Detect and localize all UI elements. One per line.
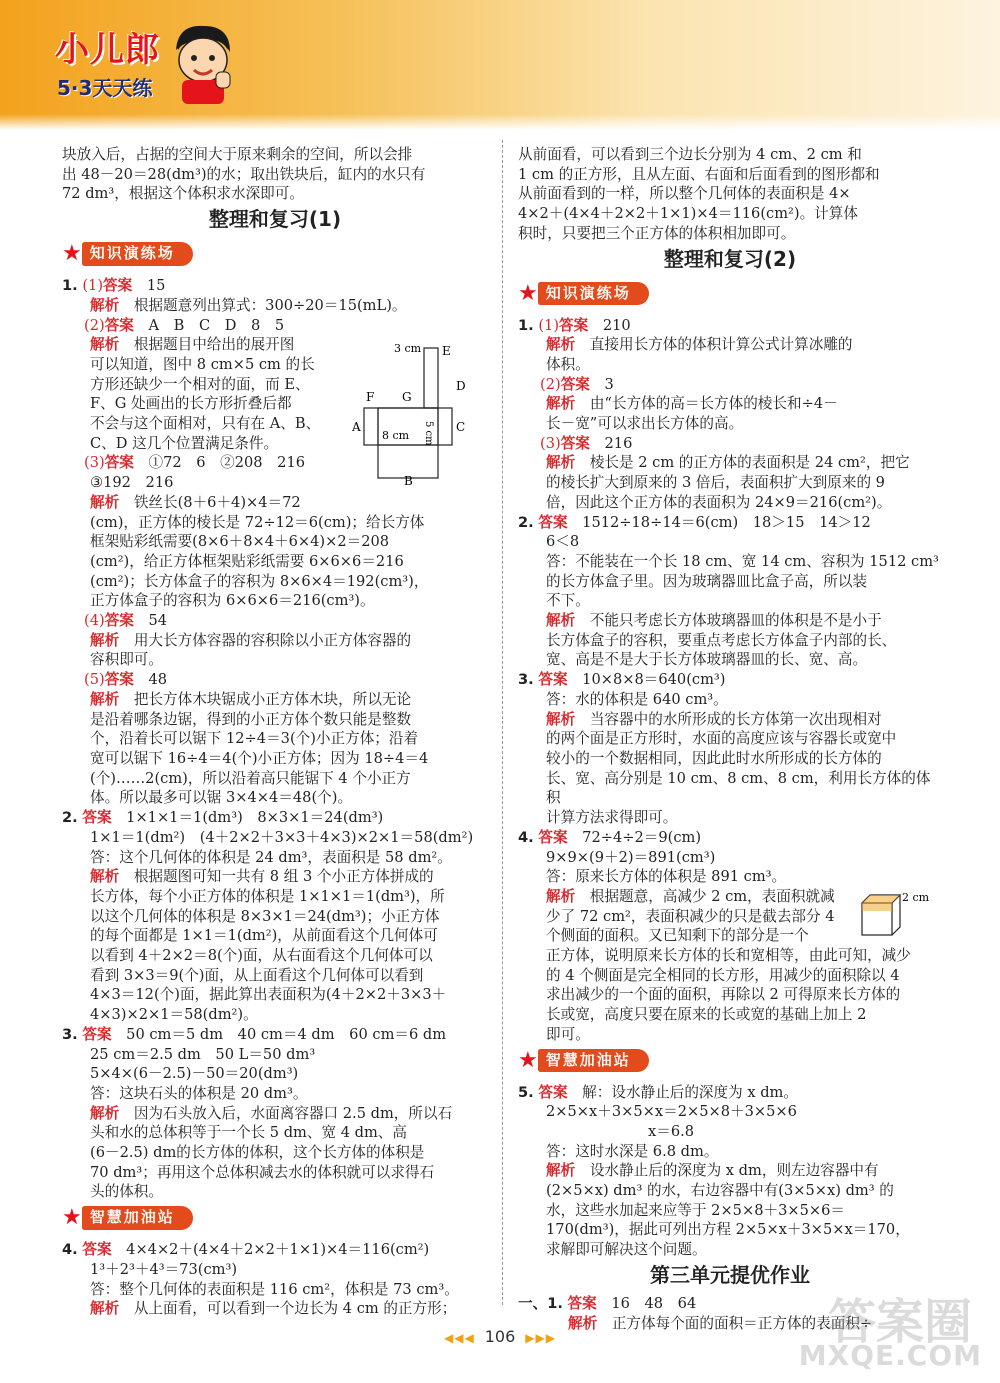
- answer-line: [518, 316, 942, 336]
- analysis-line: 体。所以最多可以锯 3×4×4＝48(个)。: [90, 789, 353, 807]
- analysis-tag: 解析: [546, 336, 576, 354]
- banner-label: 智慧加油站: [82, 1206, 193, 1230]
- answer-line: 5×4×(6－2.5)－50＝20(dm³): [90, 1065, 299, 1083]
- answer-tag: 答案: [82, 1241, 112, 1259]
- analysis-tag: 解析: [546, 454, 576, 472]
- analysis-tag: 解析: [90, 336, 120, 354]
- answer-tag: 答案: [538, 1083, 568, 1101]
- section-banner: [62, 1206, 193, 1232]
- analysis-line: 方形还缺少一个相对的面，而 E、: [90, 375, 310, 393]
- analysis-tag: 解析: [90, 1300, 120, 1318]
- answer-tag: 答案: [559, 316, 589, 334]
- page-number-text: 106: [484, 1327, 516, 1346]
- answer-line: 答：不能装在一个长 18 cm、宽 14 cm、容积为 1512 cm³: [546, 552, 939, 570]
- analysis-line: 正方体，说明原来长方体的长和宽相等，由此可知，减少: [546, 947, 911, 965]
- analysis-line: 体积。: [546, 355, 590, 373]
- left-arrows-icon: ◀◀◀: [444, 1331, 475, 1345]
- answer-text: 解：设水静止后的深度为 x dm。: [582, 1083, 798, 1101]
- answer-text: 4×4×2＋(4×4＋2×2＋1×1)×4＝116(cm²): [126, 1241, 430, 1259]
- star-icon: ★: [62, 241, 82, 267]
- answer-line: [62, 276, 488, 296]
- column-divider: [502, 140, 503, 1305]
- banner-label: 智慧加油站: [538, 1049, 649, 1073]
- analysis-tag: 解析: [90, 690, 120, 708]
- analysis-text: 棱长是 2 cm 的正方体的表面积是 24 cm²，把它: [589, 454, 910, 472]
- analysis-line: [518, 611, 942, 631]
- analysis-line: 宽可以锯下 16÷4＝4(个)小正方体；因为 18÷4＝4: [90, 749, 429, 767]
- analysis-text: 根据题图可知一共有 8 组 3 个小正方体拼成的: [133, 868, 434, 886]
- analysis-tag: 解析: [546, 1162, 576, 1180]
- analysis-tag: 解析: [568, 1314, 598, 1332]
- brand-name: 小儿郎: [55, 30, 160, 70]
- answer-tag: 答案: [104, 671, 134, 689]
- analysis-line: 头的体积。: [90, 1183, 163, 1201]
- analysis-line: 看到 3×3＝9(个)面，从上面看这个几何体可以看到: [90, 966, 424, 984]
- answer-line: 的长方体盒子里。因为玻璃器皿比盒子高，所以装: [546, 572, 868, 590]
- section-title: 整理和复习(1): [208, 207, 342, 232]
- sub-number: (5): [84, 671, 105, 689]
- net-label-8cm: 8 cm: [382, 429, 410, 443]
- brand-series: 5·3天天练: [57, 76, 153, 100]
- analysis-line: [62, 867, 488, 887]
- question-number: 2.: [62, 809, 78, 827]
- cuboid-figure: [858, 889, 942, 939]
- analysis-line: 较小的一个数据相同，因此此时水所形成的长方体的: [546, 749, 882, 767]
- answer-tag: 答案: [82, 809, 112, 827]
- answer-line: [518, 828, 942, 848]
- analysis-line: (cm)，正方体的棱长是 72÷12＝6(cm)；给长方体: [90, 513, 425, 531]
- sub-number: (1): [538, 316, 560, 334]
- answer-tag: 答案: [538, 671, 568, 689]
- answer-line: 答：水的体积是 640 cm³。: [546, 690, 728, 708]
- analysis-line: [62, 1299, 488, 1319]
- section-banner: [62, 242, 193, 268]
- analysis-line: 以这个几何体的体积是 8×3×1＝24(dm³)；小正方体: [90, 907, 440, 925]
- analysis-line: 长或宽，高度只要在原来的长或宽的基础上加上 2: [546, 1006, 867, 1024]
- analysis-line: [62, 493, 488, 513]
- answer-line: 2×5×x＋3×5×x＝2×5×8＋3×5×6: [546, 1103, 797, 1121]
- analysis-line: 个侧面的面积。又已知剩下的部分是一个: [546, 927, 809, 945]
- net-label-5cm: 5 cm: [423, 421, 434, 446]
- answer-line: [518, 513, 942, 533]
- net-label-a: A: [352, 420, 361, 435]
- question-number: 3.: [518, 671, 534, 689]
- analysis-line: 正方体盒子的容积为 6×6×6＝216(cm³)。: [90, 592, 375, 610]
- answer-tag: 答案: [538, 828, 568, 846]
- answer-line: 答：原来长方体的体积是 891 cm³。: [546, 868, 787, 886]
- answer-line: [62, 808, 488, 828]
- analysis-line: [518, 1161, 942, 1181]
- net-label-b: B: [404, 474, 413, 486]
- analysis-line: [62, 296, 488, 316]
- analysis-line: 计算方法求得即可。: [546, 809, 678, 827]
- analysis-line: [518, 453, 942, 473]
- analysis-tag: 解析: [90, 296, 120, 314]
- answer-tag: 答案: [82, 1025, 112, 1043]
- analysis-line: [518, 335, 942, 355]
- answer-line: 1³＋2³＋4³＝73(cm³): [90, 1260, 238, 1278]
- answer-tag: 答案: [104, 316, 134, 334]
- answer-line: 9×9×(9＋2)＝891(cm³): [546, 848, 716, 866]
- star-icon: ★: [518, 1047, 538, 1073]
- question-number: 4.: [518, 828, 534, 846]
- analysis-tag: 解析: [90, 631, 120, 649]
- analysis-line: (cm²)，给正方体框架贴彩纸需要 6×6×6＝216: [90, 552, 404, 570]
- intro-line: 4×2＋(4×4＋2×2＋1×1)×4＝116(cm²)。计算体: [518, 205, 858, 223]
- question-number: 5.: [518, 1083, 534, 1101]
- answer-line: [518, 375, 942, 395]
- analysis-line: 求出减少的一个面的面积，再除以 2 可得原来长方体的: [546, 986, 901, 1004]
- question-number: 1.: [518, 316, 534, 334]
- analysis-line: 的 4 个侧面是完全相同的长方形，用减少的面积除以 4: [546, 966, 900, 984]
- intro-line: 72 dm³，根据这个体积求水深即可。: [62, 185, 304, 203]
- sub-number: (2): [84, 316, 105, 334]
- analysis-line: 水，这些水加起来应等于 2×5×8＋3×5×6＝: [546, 1201, 845, 1219]
- answer-line: 答：整个几何体的表面积是 116 cm²，体积是 73 cm³。: [90, 1280, 459, 1298]
- analysis-line: 求解即可解决这个问题。: [546, 1241, 707, 1259]
- intro-line: 出 48－20＝28(dm³)的水；取出铁块后，缸内的水只有: [62, 165, 426, 183]
- answer-text: A B C D 8 5: [148, 316, 285, 334]
- analysis-line: [62, 631, 488, 651]
- answer-line: 25 cm＝2.5 dm 50 L＝50 dm³: [90, 1045, 316, 1063]
- answer-line: 6＜8: [546, 533, 580, 551]
- answer-text: 216: [604, 434, 633, 452]
- analysis-line: C、D 这几个位置满足条件。: [90, 434, 279, 452]
- analysis-line: [62, 1104, 488, 1124]
- star-icon: ★: [518, 280, 538, 306]
- answer-text: 3: [604, 375, 614, 393]
- analysis-tag: 解析: [546, 710, 576, 728]
- answer-line: 不下。: [546, 592, 590, 610]
- analysis-text: 用大长方体容器的容积除以小正方体容器的: [133, 631, 412, 649]
- analysis-line: 容积即可。: [90, 651, 163, 669]
- net-label-e: E: [442, 344, 451, 359]
- answer-line: ③192 216: [90, 474, 174, 492]
- answer-line: [518, 434, 942, 454]
- answer-text: 50 cm＝5 dm 40 cm＝4 dm 60 cm＝6 dm: [126, 1025, 447, 1043]
- analysis-text: 根据题目中给出的展开图: [133, 336, 295, 354]
- watermark-bottom: MXQE.COM: [798, 1339, 982, 1372]
- section-banner: [518, 1049, 649, 1075]
- section-banner: [518, 282, 649, 308]
- analysis-text: 设水静止后的深度为 x dm，则左边容器中有: [589, 1162, 879, 1180]
- right-column: [518, 145, 942, 1333]
- analysis-tag: 解析: [546, 887, 576, 905]
- analysis-tag: 解析: [546, 395, 576, 413]
- analysis-line: 长方体盒子的容积，要重点考虑长方体盒子内部的长、: [546, 631, 897, 649]
- answer-text: 72÷4÷2＝9(cm): [582, 828, 702, 846]
- answer-text: 1512÷18÷14＝6(cm) 18＞15 14＞12: [582, 513, 871, 531]
- sub-number: (3): [84, 454, 105, 472]
- net-label-g: G: [402, 390, 412, 405]
- analysis-text: 把长方体木块锯成小正方体木块，所以无论: [133, 690, 412, 708]
- answer-line: [518, 670, 942, 690]
- mascot-icon: [168, 20, 238, 106]
- analysis-line: 70 dm³；再用这个总体积减去水的体积就可以求得石: [90, 1163, 435, 1181]
- analysis-text: 因为石头放入后，水面离容器口 2.5 dm，所以石: [133, 1104, 453, 1122]
- analysis-line: 宽、高是不是大于长方体玻璃器皿的长、宽、高。: [546, 651, 868, 669]
- analysis-line: 框架贴彩纸需要(8×6＋8×4＋6×4)×2＝208: [90, 533, 390, 551]
- answer-text: ①72 6 ②208 216: [148, 454, 306, 472]
- analysis-line: 个，沿着长可以锯下 12÷4＝3(个)小正方体；沿着: [90, 730, 419, 748]
- intro-line: 积时，只要把三个正方体的体积相加即可。: [518, 224, 796, 242]
- analysis-line: 长方体，每个小正方体的体积是 1×1×1＝1(dm³)，所: [90, 887, 445, 905]
- answer-tag: 答案: [104, 612, 134, 630]
- analysis-line: 头和水的总体积等于一个长 5 dm、宽 4 dm、高: [90, 1124, 407, 1142]
- analysis-text: 当容器中的水所形成的长方体第一次出现相对: [589, 710, 882, 728]
- answer-tag: 答案: [538, 513, 568, 531]
- answer-tag: 答案: [567, 1294, 597, 1312]
- intro-line: 1 cm 的正方形，且从左面、右面和后面看到的图形都和: [518, 165, 880, 183]
- answer-line: 答：这个几何体的体积是 24 dm³，表面积是 58 dm²。: [90, 848, 452, 866]
- answer-line: 答：这时水深是 6.8 dm。: [546, 1142, 719, 1160]
- banner-label: 知识演练场: [82, 242, 193, 266]
- net-label-f: F: [366, 390, 375, 405]
- section-title: 整理和复习(2): [663, 246, 797, 271]
- question-number: 4.: [62, 1241, 78, 1259]
- analysis-tag: 解析: [546, 612, 576, 630]
- analysis-line: [518, 394, 942, 414]
- analysis-text: 铁丝长(8＋6＋4)×4＝72: [133, 493, 301, 511]
- answer-tag: 答案: [103, 277, 133, 295]
- analysis-tag: 解析: [90, 1104, 120, 1122]
- net-label-3cm: 3 cm: [394, 342, 422, 356]
- answer-line: [62, 1025, 488, 1045]
- answer-text: 48: [148, 671, 168, 689]
- right-arrows-icon: ▶▶▶: [525, 1331, 556, 1345]
- answer-text: 10×8×8＝640(cm³): [582, 671, 726, 689]
- analysis-text: 根据题意列出算式：300÷20＝15(mL)。: [133, 296, 407, 314]
- analysis-line: 4×3＝12(个)面，据此算出表面积为(4＋2×2＋3×3＋: [90, 986, 447, 1004]
- analysis-text: 由“长方体的高＝长方体的棱长和÷4－: [589, 395, 838, 413]
- cuboid-net-figure: [352, 333, 488, 485]
- analysis-line: (cm²)；长方体盒子的容积为 8×6×4＝192(cm³)，: [90, 572, 429, 590]
- analysis-line: 的棱长扩大到原来的 3 倍后，表面积扩大到原来的 9: [546, 474, 885, 492]
- answer-line: [518, 1083, 942, 1103]
- answer-text: 15: [146, 277, 166, 295]
- analysis-text: 正方体每个面的面积＝正方体的表面积÷: [611, 1314, 873, 1332]
- analysis-line: 倍，因此这个正方体的表面积为 24×9＝216(cm²)。: [546, 493, 892, 511]
- analysis-line: (6－2.5) dm的长方体的体积，这个长方体的体积是: [90, 1144, 425, 1162]
- net-label-c: C: [456, 420, 466, 435]
- analysis-tag: 解析: [90, 868, 120, 886]
- analysis-line: 即可。: [546, 1025, 590, 1043]
- analysis-line: (个)……2(cm)，所以沿着高只能锯下 4 个小正方: [90, 769, 411, 787]
- watermark: [732, 1283, 982, 1373]
- answer-text: 16 48 64: [611, 1294, 697, 1312]
- analysis-tag: 解析: [90, 493, 120, 511]
- question-number: 3.: [62, 1025, 78, 1043]
- analysis-line: F、G 处画出的长方形折叠后都: [90, 395, 292, 413]
- analysis-line: 少了 72 cm²，表面积减少的只是截去部分 4: [546, 907, 835, 925]
- answer-tag: 答案: [104, 454, 134, 472]
- analysis-line: 4×3)×2×1＝58(dm²)。: [90, 1006, 258, 1024]
- answer-line: x＝6.8: [648, 1122, 695, 1140]
- analysis-line: 的两个面是正方形时，水面的高度应该与容器长或宽中: [546, 730, 897, 748]
- analysis-line: 是沿着哪条边锯，得到的小正方体个数只能是整数: [90, 710, 412, 728]
- analysis-line: 长－宽”可以求出长方体的高。: [546, 415, 744, 433]
- question-number: 2.: [518, 513, 534, 531]
- section-title: 第三单元提优作业: [650, 1262, 810, 1287]
- sub-number: (1): [82, 277, 104, 295]
- question-number: 一、1.: [518, 1294, 563, 1312]
- answer-line: 1×1＝1(dm²) (4＋2×2＋3×3＋4×3)×2×1＝58(dm²): [90, 828, 474, 846]
- analysis-line: 170(dm³)，据此可列出方程 2×5×x＋3×5×x＝170，: [546, 1221, 910, 1239]
- net-label-d: D: [456, 379, 466, 394]
- answer-text: 1×1×1＝1(dm³) 8×3×1＝24(dm³): [126, 809, 384, 827]
- sub-number: (4): [84, 612, 105, 630]
- analysis-line: 不会与这个面相对，只有在 A、B、: [90, 415, 321, 433]
- sub-number: (3): [540, 434, 561, 452]
- analysis-line: [62, 690, 488, 710]
- intro-line: 从前面看到的一样，所以整个几何体的表面积是 4×: [518, 185, 851, 203]
- answer-tag: 答案: [560, 434, 590, 452]
- analysis-text: 直接用长方体的体积计算公式计算冰雕的: [589, 336, 853, 354]
- answer-line: [62, 611, 488, 631]
- watermark-top: 答案圈: [827, 1294, 972, 1350]
- analysis-line: 以看到 4＋2×2＝8(个)面，从右面看这个几何体可以: [90, 947, 433, 965]
- analysis-text: 不能只考虑长方体玻璃器皿的体积是不是小于: [589, 612, 882, 630]
- banner-label: 知识演练场: [538, 282, 649, 306]
- analysis-line: 可以知道，图中 8 cm×5 cm 的长: [90, 355, 315, 373]
- intro-line: 从前面看，可以看到三个边长分别为 4 cm、2 cm 和: [518, 146, 862, 163]
- left-column: [62, 145, 488, 1319]
- star-icon: ★: [62, 1205, 82, 1231]
- analysis-line: [518, 710, 942, 730]
- analysis-line: 的每个面都是 1×1＝1(dm²)，从前面看这个几何体可: [90, 927, 438, 945]
- answer-line: [62, 1240, 488, 1260]
- answer-text: 210: [602, 316, 631, 334]
- answer-tag: 答案: [560, 375, 590, 393]
- answer-text: 54: [148, 612, 168, 630]
- answer-line: 答：这块石头的体积是 20 dm³。: [90, 1084, 308, 1102]
- sub-number: (2): [540, 375, 561, 393]
- answer-line: [62, 670, 488, 690]
- intro-line: 块放入后，占据的空间大于原来剩余的空间，所以会排: [62, 146, 413, 163]
- analysis-text: 从上面看，可以看到一个边长为 4 cm 的正方形；: [133, 1300, 457, 1318]
- analysis-line: 长、宽、高分别是 10 cm、8 cm、8 cm，利用长方体的体积: [546, 769, 931, 807]
- page-header: [0, 0, 1000, 130]
- analysis-line: (2×5×x) dm³ 的水，右边容器中有(3×5×x) dm³ 的: [546, 1182, 894, 1200]
- question-number: 1.: [62, 277, 78, 295]
- analysis-text: 根据题意，高减少 2 cm，表面积就减: [589, 887, 835, 905]
- cube-label-2cm: 2 cm: [902, 890, 930, 904]
